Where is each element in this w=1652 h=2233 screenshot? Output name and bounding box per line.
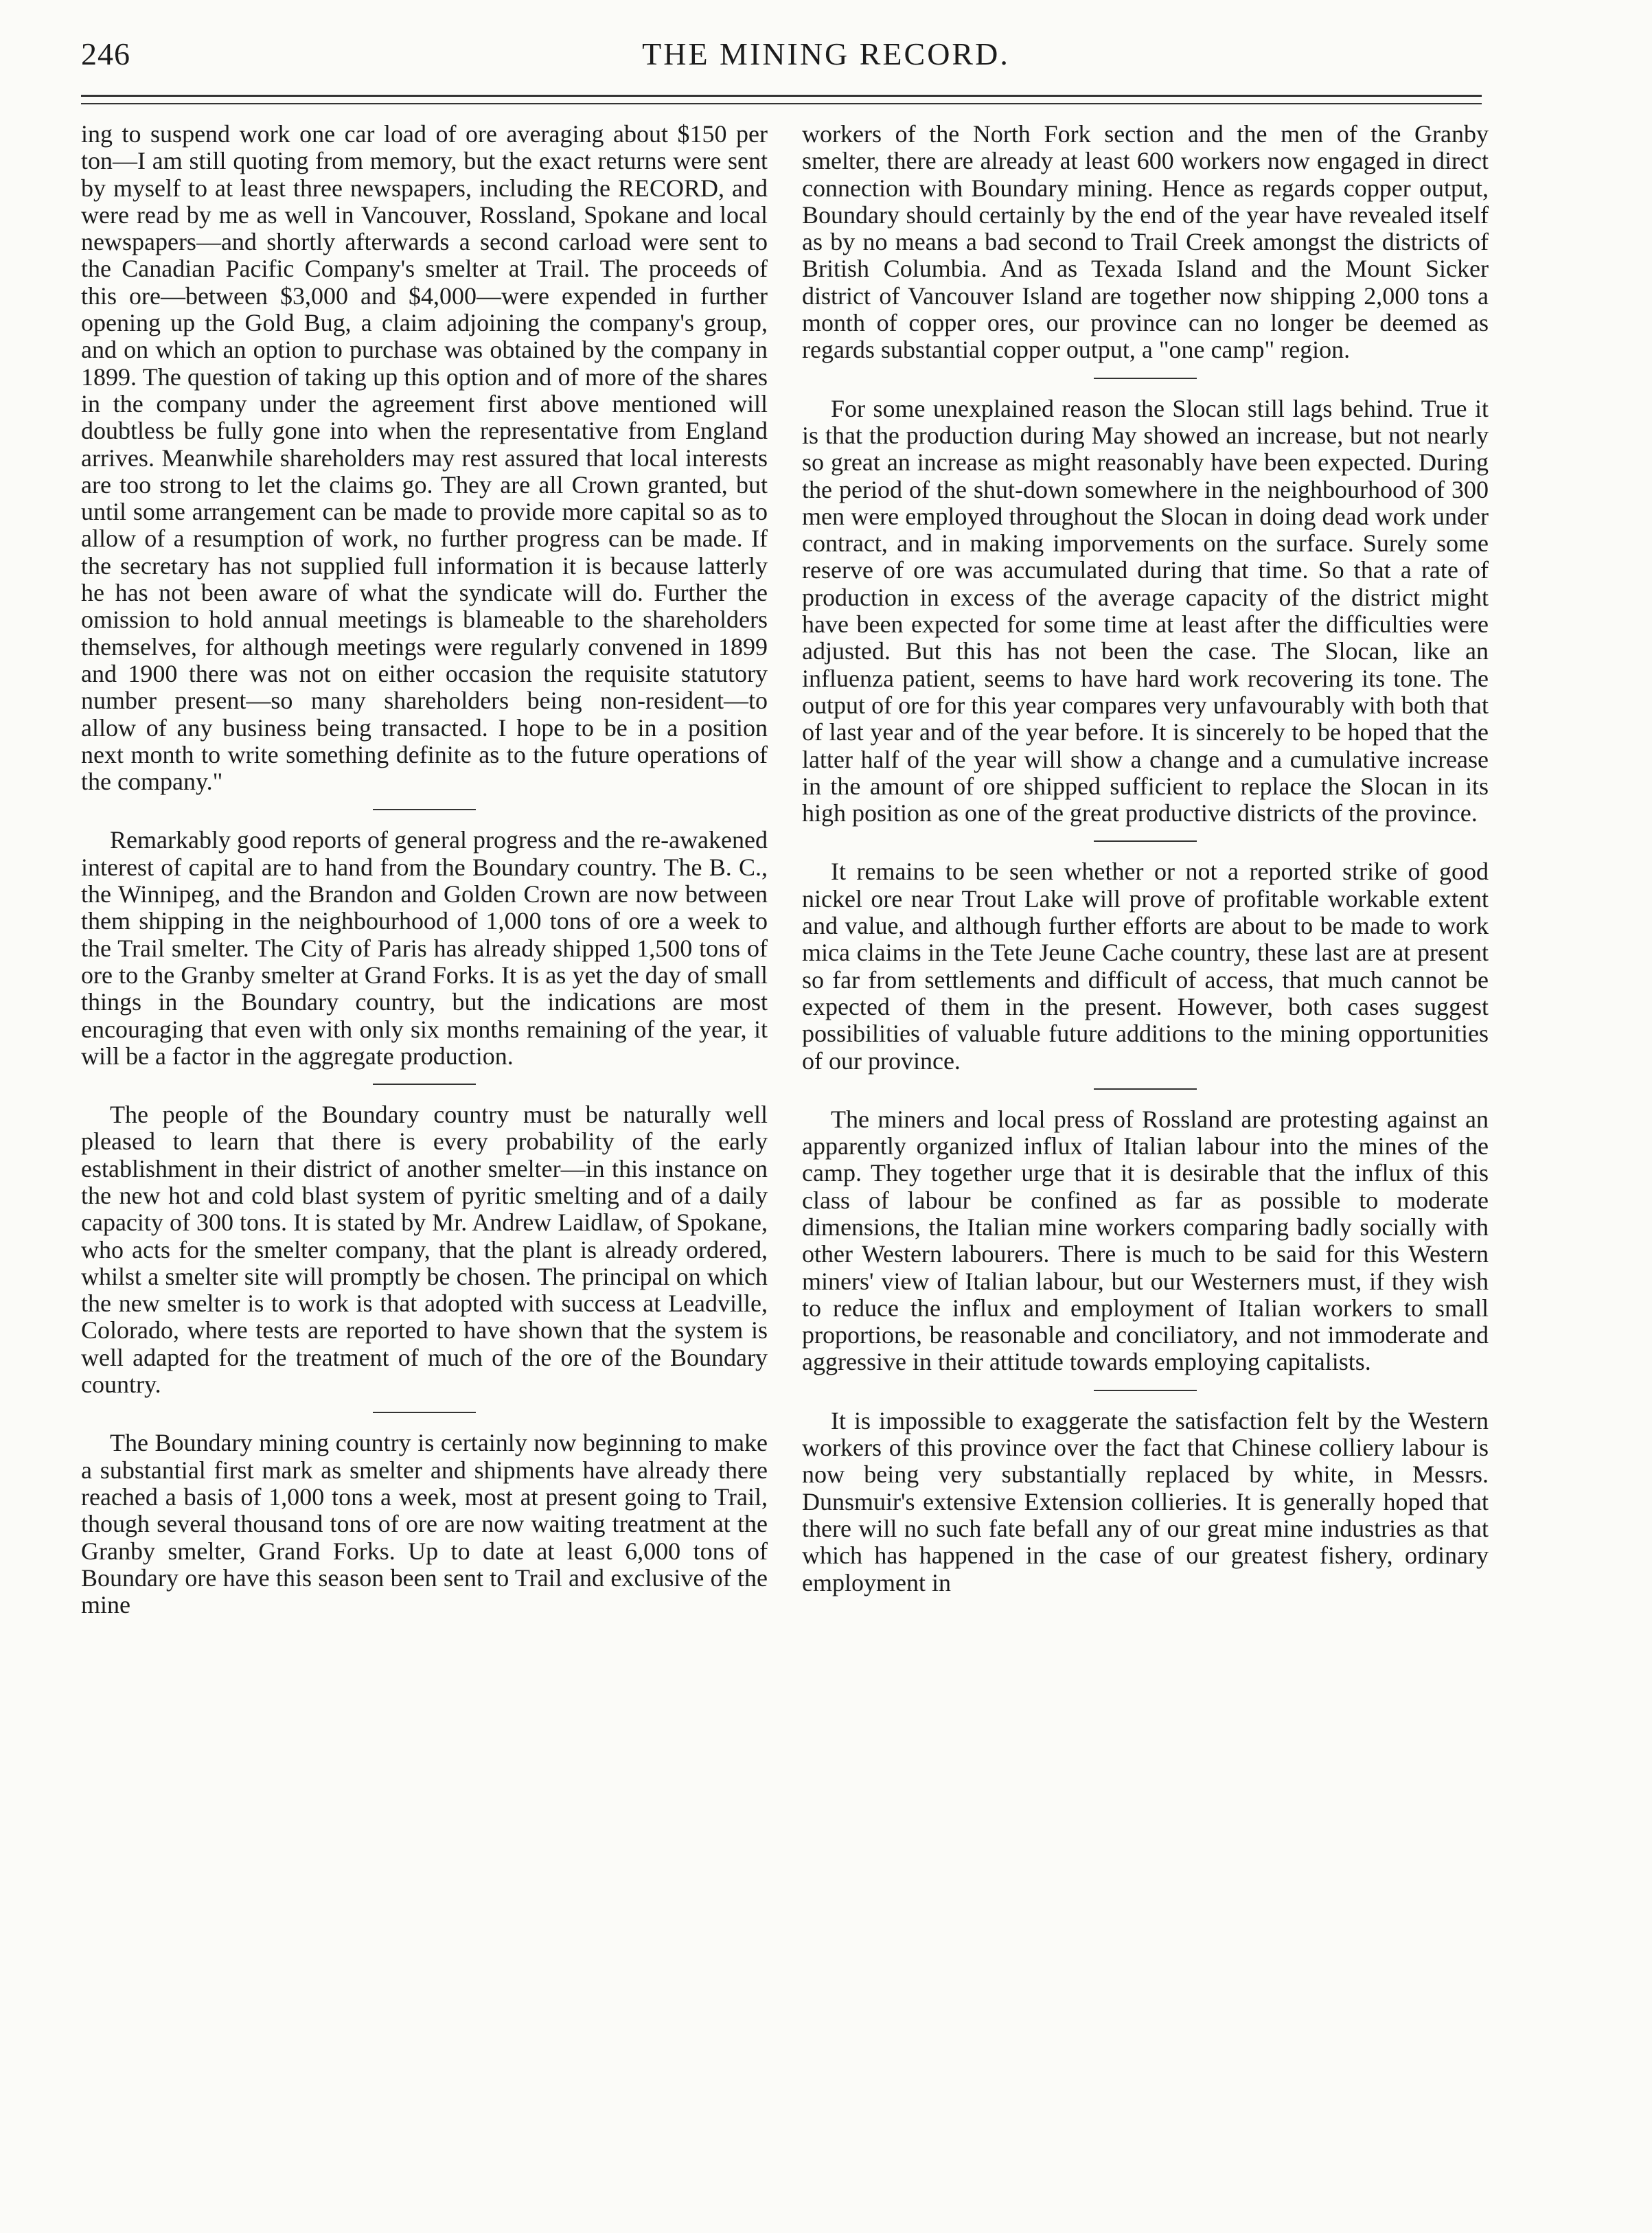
paragraph-continued: ing to suspend work one car load of ore averaging about $150 per ton—I am still quoting from memory, but the exact returns were sent by myself to at least three newspapers, including the RECORD, and were read by me as well in Vancouver, Rossland, Spokane and local newspapers—and shortly afterwards a second carload were sent to the Canadian Pacific Company's smelter at Trail. The proceeds of this ore—between $3,000 and $4,000—were expended in further opening up the Gold Bug, a claim adjoining the company's group, and on which an option to purchase was obtained by the company in 1899. The question of taking up this option and of more of the shares in the company under the agreement first above mentioned will doubtless be fully gone into when the representative from England arrives. Meanwhile shareholders may rest assured that local interests are too strong to let the claims go. They are all Crown granted, but until some arrangement can be made to provide more capital so as to allow of a resumption of work, no further progress can be made. If the secretary has not supplied full information it is because latterly he has not been aware of what the syndicate will do. Further the omission to hold annual meetings is blameable to the shareholders themselves, for although meetings were regularly convened in 1899 and 1900 there was not on either occasion the requisite statutory number present—so many shareholders being non-resident—to allow of any business being transacted. I hope to be in a position next month to write something definite as to the future operations of the company." xyxy=(81,121,768,796)
paragraph-colliery-labour: It is impossible to exaggerate the satisfaction felt by the Western workers of this province over the fact that Chinese colliery labour is now being very substantially replaced by white, in Messrs. Dunsmuir's extensive Extension collieries. It is generally hoped that there will no such fate befall any of our great mine industries as that which has happened in the case of our greatest fishery, ordinary employment in xyxy=(802,1406,1489,1596)
section-divider xyxy=(1094,378,1197,379)
section-divider xyxy=(373,1084,476,1085)
section-divider xyxy=(373,1412,476,1413)
header-rule-bottom xyxy=(81,103,1482,104)
paragraph-new-smelter: The people of the Boundary country must be naturally well pleased to learn that there is every probability of the early establishment in their district of another smelter—in this instance on the new hot and cold blast system of pyritic smelting and of a daily capacity of 300 tons. It is stated by Mr. Andrew Laidlaw, of Spokane, who acts for the smelter company, that the plant is already ordered, whilst a smelter site will promptly be chosen. The principal on which the new smelter is to work is that adopted with success at Leadville, Colorado, where tests are reported to have shown that the system is well adapted for the treatment of much of the ore of the Boundary country. xyxy=(81,1101,768,1399)
section-divider xyxy=(1094,1390,1197,1391)
paragraph-boundary-copper: workers of the North Fork section and the men of the Granby smelter, there are already at least 600 workers now engaged in direct connection with Boundary mining. Hence as regards copper output, Boundary should certainly by the end of the year have revealed itself as by no means a bad second to Trail Creek amongst the districts of British Columbia. And as Texada Island and the Mount Sicker district of Vancouver Island are together now shipping 2,000 tons a month of copper ores, our province can no longer be deemed as regards substantial copper output, a "one camp" region. xyxy=(802,121,1489,364)
left-column xyxy=(81,121,768,2195)
paragraph-italian-labour: The miners and local press of Rossland are protesting against an apparently organized influx of Italian labour into the mines of the camp. They together urge that it is desirable that the influx of this class of labour be confined as far as possible to moderate dimensions, the Italian mine workers comparing badly socially with other Western labourers. There is much to be said for this Western miners' view of Italian labour, but our Westerners must, if they wish to reduce the influx and employment of Italian workers to small proportions, be reasonable and conciliatory, and not immoderate and aggressive in their attitude towards employing capitalists. xyxy=(802,1105,1489,1376)
paragraph-slocan: For some unexplained reason the Slocan still lags behind. True it is that the production during May showed an increase, but not nearly so great an increase as might reasonably have been expected. During the period of the shut-down somewhere in the neighbourhood of 300 men were employed throughout the Slocan in doing dead work under contract, and in making imporvements on the surface. Surely some reserve of ore was accumulated during that time. So that a rate of production in excess of the average capacity of the district might have been expected for some time at least after the difficulties were adjusted. But this has not been the case. The Slocan, like an influenza patient, seems to have hard work recovering its tone. The output of ore for this year compares very unfavourably with both that of last year and of the year before. It is sincerely to be hoped that the latter half of the year will show a change and a cumulative increase in the amount of ore shipped sufficient to replace the Slocan in its high position as one of the great productive districts of the province. xyxy=(802,394,1489,827)
paragraph-boundary-reports: Remarkably good reports of general progress and the re-awakened interest of capital are to hand from the Boundary country. The B. C., the Winnipeg, and the Brandon and Golden Crown are now between them shipping in the neighbourhood of 1,000 tons of ore a week to the Trail smelter. The City of Paris has already shipped 1,500 tons of ore to the Granby smelter at Grand Forks. It is as yet the day of small things in the Boundary country, but the indications are most encouraging that even with only six months remaining of the year, it will be a factor in the aggregate production. xyxy=(81,826,768,1070)
right-column xyxy=(802,121,1489,2195)
section-divider xyxy=(373,809,476,810)
header-rule-top xyxy=(81,95,1482,97)
paragraph-nickel-mica: It remains to be seen whether or not a reported strike of good nickel ore near Trout Lake will prove of profitable workable extent and value, and although further efforts are about to be made to work mica claims in the Tete Jeune Cache country, these last are at present so far from settlements and difficult of access, that much cannot be expected of them in the present. However, both cases suggest possibilities of valuable future additions to the mining opportunities of our province. xyxy=(802,858,1489,1075)
journal-title: THE MINING RECORD. xyxy=(642,36,1010,71)
section-divider xyxy=(1094,1088,1197,1090)
page-number: 246 xyxy=(81,36,130,71)
paragraph-boundary-shipments: The Boundary mining country is certainly now beginning to make a substantial first mark as smelter and shipments have already there reached a basis of 1,000 tons a week, most at present going to Trail, though several thousand tons of ore are now waiting treatment at the Granby smelter, Grand Forks. Up to date at least 6,000 tons of Boundary ore have this season been sent to Trail and exclusive of the mine xyxy=(81,1429,768,1619)
section-divider xyxy=(1094,840,1197,842)
